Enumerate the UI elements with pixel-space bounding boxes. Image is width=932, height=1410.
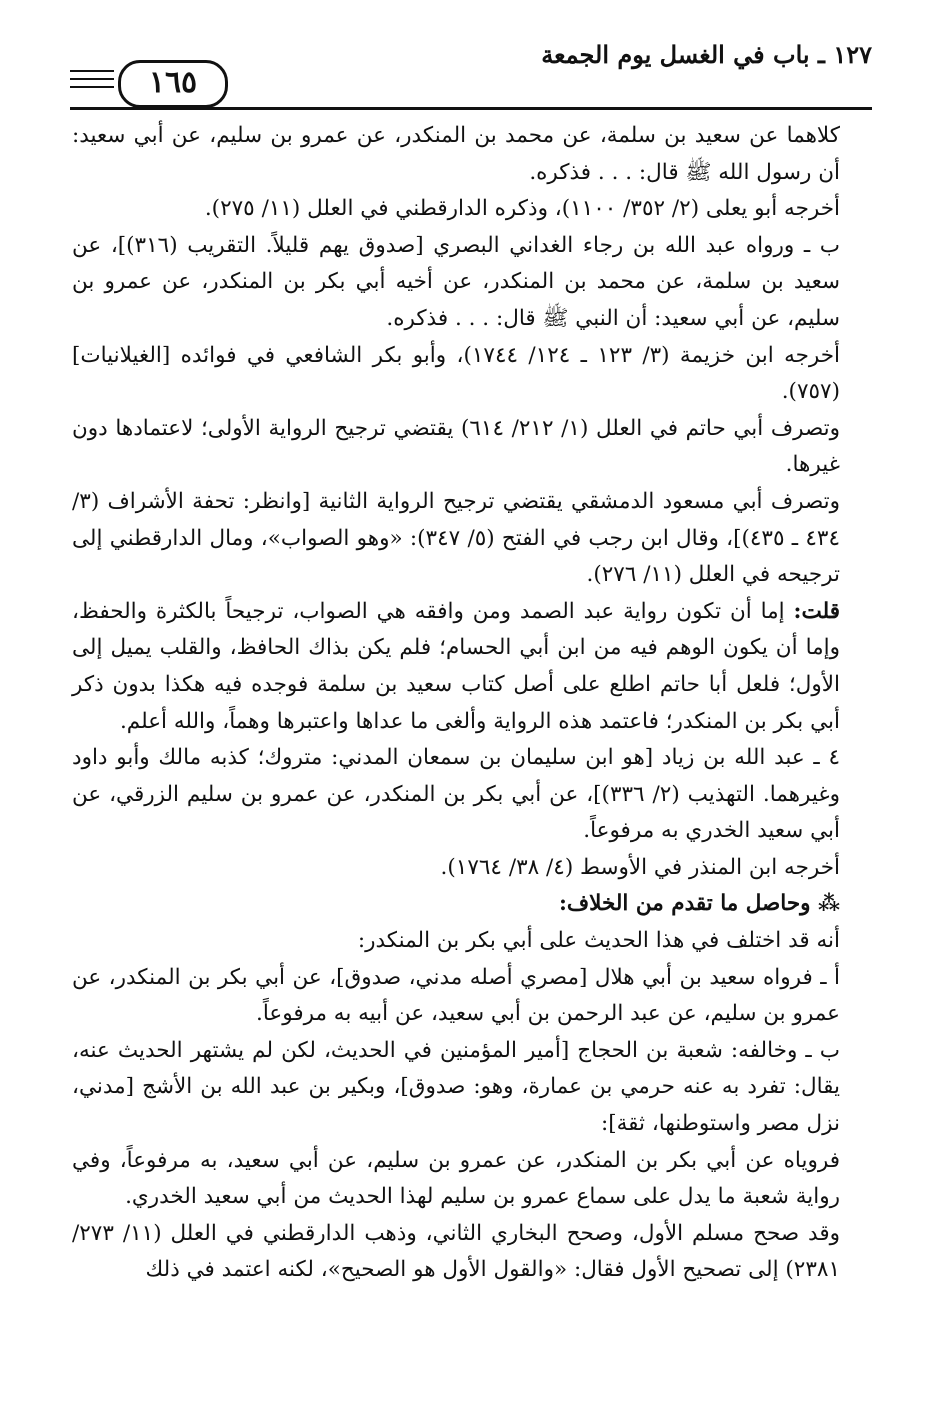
paragraph <box>72 484 874 594</box>
paragraph-text: كلاهما عن سعيد بن سلمة، عن محمد بن المنكدر، عن عمرو بن سليم، عن أبي سعيد: أن رسول الله ﷺ قال: . . . فذكره. <box>72 123 840 185</box>
chapter-title: ١٢٧ ـ باب في الغسل يوم الجمعة <box>541 40 872 69</box>
paragraph <box>72 411 874 484</box>
paragraph-text: أنه قد اختلف في هذا الحديث على أبي بكر بن المنكدر: <box>357 928 840 954</box>
paragraph <box>72 960 874 1033</box>
paragraph-lead: ⁂ وحاصل ما تقدم من الخلاف: <box>558 891 840 917</box>
paragraph-text: وتصرف أبي حاتم في العلل (١/ ٢١٢/ ٦١٤) يقتضي ترجيح الرواية الأولى؛ لاعتمادها دون غيرها. <box>72 415 841 478</box>
header-ornament-line <box>70 78 114 80</box>
paragraph <box>72 740 874 850</box>
page-body <box>72 118 874 1289</box>
paragraph <box>72 338 874 411</box>
header-ornament-line <box>70 70 114 72</box>
paragraph-text: فروياه عن أبي بكر بن المنكدر، عن عمرو بن سليم، عن أبي سعيد، به مرفوعاً، وفي رواية شعبة ما يدل على سماع عمرو بن سليم لهذا الحديث من أبي سعيد الخدري. <box>72 1147 840 1210</box>
paragraph-text: ب ـ وخالفه: شعبة بن الحجاج [أمير المؤمنين في الحديث، لكن لم يشتهر الحديث عنه، يقال: تفرد به عنه حرمي بن عمارة، وهو: صدوق]، وبكير بن عبد الله بن الأشج [مدني، نزل مصر واستوطنها، ثقة]: <box>72 1037 840 1137</box>
page-header <box>70 40 872 112</box>
page-number: ١٦٥ <box>118 60 228 108</box>
paragraph <box>72 191 874 228</box>
paragraph-text: وتصرف أبي مسعود الدمشقي يقتضي ترجيح الرواية الثانية [وانظر: تحفة الأشراف (٣/ ٤٣٤ ـ ٤٣٥)]، وقال ابن رجب في الفتح (٥/ ٣٤٧): «وهو الصواب»، ومال الدارقطني إلى ترجيحه في العلل (١١/ ٢٧٦). <box>72 488 841 588</box>
paragraph-text: وقد صحح مسلم الأول، وصحح البخاري الثاني، وذهب الدارقطني في العلل (١١/ ٢٧٣/ ٢٣٨١) إلى تصحيح الأول فقال: «والقول الأول هو الصحيح»، لكنه اعتمد في ذلك <box>72 1220 840 1283</box>
paragraph-text: إما أن تكون رواية عبد الصمد ومن وافقه هي الصواب، ترجيحاً بالكثرة والحفظ، وإما أن يكون الوهم فيه من ابن أبي الحسام؛ فلم يكن بذاك الحافظ، والقلب يميل إلى الأول؛ فلعل أبا حاتم اطلع على أصل كتاب سعيد بن سلمة فوجده فيه هكذا بدون ذكر أبي بكر بن المنكدر؛ فاعتمد هذه الرواية وألغى ما عداها واعتبرها وهماً، والله أعلم. <box>72 598 840 734</box>
paragraph <box>72 850 874 887</box>
header-ornament-line <box>70 86 114 88</box>
paragraph <box>72 118 874 191</box>
paragraph-lead: قلت: <box>793 598 840 624</box>
section-heading <box>72 886 874 923</box>
paragraph <box>72 1143 874 1216</box>
paragraph-text: أ ـ فرواه سعيد بن أبي هلال [مصري أصله مدني، صدوق]، عن أبي بكر بن المنكدر، عن عمرو بن سليم، عن عبد الرحمن بن أبي سعيد، عن أبيه به مرفوعاً. <box>72 964 840 1027</box>
paragraph <box>72 923 874 960</box>
paragraph <box>72 228 874 338</box>
paragraph <box>72 1033 874 1143</box>
paragraph-text: ٤ ـ عبد الله بن زياد [هو ابن سليمان بن سمعان المدني: متروك؛ كذبه مالك وأبو داود وغيرهما. التهذيب (٢/ ٣٣٦)]، عن أبي بكر بن المنكدر، عن عمرو بن سليم الزرقي، عن أبي سعيد الخدري به مرفوعاً. <box>72 745 840 844</box>
paragraph-text: أخرجه ابن المنذر في الأوسط (٤/ ٣٨/ ١٧٦٤). <box>440 854 840 880</box>
paragraph-text: ب ـ ورواه عبد الله بن رجاء الغداني البصري [صدوق يهم قليلاً. التقريب (٣١٦)]، عن سعيد بن سلمة، عن محمد بن المنكدر، عن أخيه أبي بكر بن المنكدر، عن عمرو بن سليم، عن أبي سعيد: أن النبي ﷺ قال: . . . فذكره. <box>72 232 840 331</box>
paragraph-text: أخرجه ابن خزيمة (٣/ ١٢٣ ـ ١٢٤/ ١٧٤٤)، وأبو بكر الشافعي في فوائده [الغيلانيات] (٧٥٧). <box>72 342 841 405</box>
paragraph-text: أخرجه أبو يعلى (٢/ ٣٥٢/ ١١٠٠)، وذكره الدارقطني في العلل (١١/ ٢٧٥). <box>204 196 840 222</box>
paragraph <box>72 594 874 740</box>
paragraph <box>72 1216 874 1289</box>
